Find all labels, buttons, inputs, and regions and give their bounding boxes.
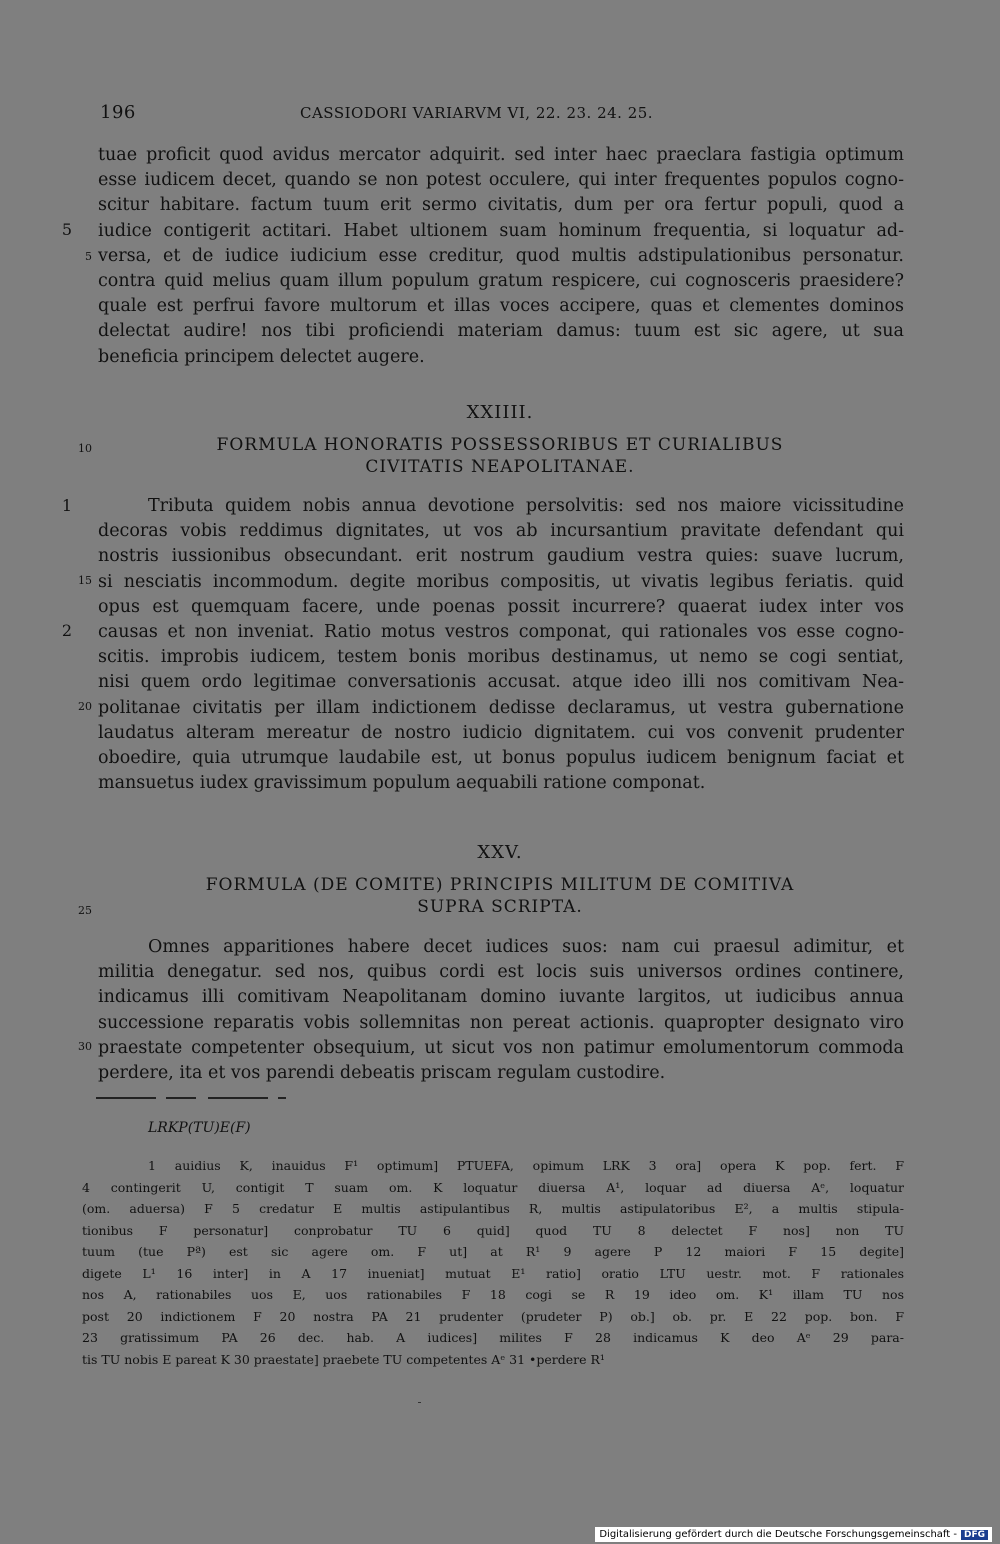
line-number: 15 bbox=[78, 574, 92, 587]
text-line: esse iudicem decet, quando se non potest occulere, qui inter frequentes populos cogno- bbox=[98, 170, 904, 191]
critical-apparatus bbox=[82, 1155, 904, 1370]
section-title: CIVITATIS NEAPOLITANAE. bbox=[365, 457, 635, 477]
text-line: causas et non inveniat. Ratio motus vestros componat, qui rationales vos esse cogno- bbox=[98, 621, 904, 642]
apparatus-line: (om. aduersa) F 5 credatur E multis astipulantibus R, multis astipulatoribus E², a multis stipula- bbox=[82, 1201, 904, 1216]
text-line: decoras vobis reddimus dignitates, ut vos ab incursantium pravitate defendant qui bbox=[98, 521, 904, 542]
dfg-logo: DFG bbox=[961, 1530, 988, 1540]
text-line: successione reparatis vobis sollemnitas non pereat actionis. quapropter designato viro bbox=[98, 1012, 904, 1033]
text-line: praestate competenter obsequium, ut sicut vos non patimur emolumentorum commoda bbox=[98, 1037, 904, 1058]
text-line: militia denegatur. sed nos, quibus cordi est locis suis universos ordines continere, bbox=[98, 962, 904, 983]
section-24-text bbox=[98, 494, 904, 796]
text-line: oboedire, quia utrumque laudabile est, ut bonus populus iudicem benignum faciat et bbox=[98, 747, 904, 768]
text-line: versa, et de iudice iudicium esse creditur, quod multis adstipulationibus personatur. bbox=[98, 245, 904, 266]
text-line: Tributa quidem nobis annua devotione persolvitis: sed nos maiore vicissitudine bbox=[148, 496, 904, 516]
paragraph-number: 2 bbox=[61, 621, 72, 640]
text-line: politanae civitatis per illam indictionem dedisse declaramus, ut vestra gubernatione bbox=[98, 697, 904, 718]
paragraph-number: 1 bbox=[61, 496, 72, 515]
footnote-separator bbox=[96, 1097, 286, 1099]
line-number: 25 bbox=[78, 904, 92, 917]
text-line: quale est perfrui favore multorum et illas voces accipere, quas et clementes dominos bbox=[98, 296, 904, 317]
section-number: XXIIII. bbox=[466, 402, 534, 423]
margin-number: 5 bbox=[61, 220, 72, 239]
apparatus-line: nos A, rationabiles uos E, uos rationabiles F 18 cogi se R 19 ideo om. K¹ illam TU nos bbox=[82, 1287, 904, 1302]
running-title: CASSIODORI VARIARVM VI, 22. 23. 24. 25. bbox=[300, 104, 654, 122]
apparatus-line: 23 gratissimum PA 26 dec. hab. A iudices] milites F 28 indicamus K deo Aᵉ 29 para- bbox=[82, 1330, 904, 1345]
apparatus-line: tionibus F personatur] conprobatur TU 6 quid] quod TU 8 delectet F nos] non TU bbox=[82, 1222, 904, 1238]
page-number: 196 bbox=[100, 102, 136, 123]
section-24-heading bbox=[0, 400, 1000, 478]
apparatus-line: tuum (tue Pª) est sic agere om. F ut] at R¹ 9 agere P 12 maiori F 15 degite] bbox=[82, 1244, 904, 1259]
text-line: delectat audire! nos tibi proficiendi materiam damus: tuum est sic agere, ut sua bbox=[98, 321, 904, 342]
text-line: tuae proficit quod avidus mercator adquirit. sed inter haec praeclara fastigia optimum bbox=[98, 145, 904, 165]
line-number: 30 bbox=[78, 1040, 92, 1053]
text-line: opus est quemquam facere, unde poenas possit incurrere? quaerat iudex inter vos bbox=[98, 596, 904, 617]
text-line: laudatus alteram mereatur de nostro iudicio dignitatem. cui vos convenit prudenter bbox=[98, 722, 904, 743]
section-title: SUPRA SCRIPTA. bbox=[417, 897, 583, 917]
text-line: si nesciatis incommodum. degite moribus compositis, ut vivatis legibus feriatis. quid bbox=[98, 571, 904, 592]
text-line: scitis. improbis iudicem, testem bonis moribus destinamus, ut nemo se cogi sentiat, bbox=[98, 647, 904, 668]
credit-text: Digitalisierung gefördert durch die Deutsche Forschungsgemeinschaft - bbox=[599, 1529, 957, 1540]
text-line: mansuetus iudex gravissimum populum aequabili ratione componat. bbox=[98, 773, 706, 794]
text-line: nostris iussionibus obsecundant. erit nostrum gaudium vestra quies: suave lucrum, bbox=[98, 546, 904, 567]
apparatus-line: tis TU nobis E pareat K 30 praestate] praebete TU competentes Aᵉ 31 •perdere R¹ bbox=[82, 1351, 605, 1367]
text-line: iudice contigerit actitari. Habet ultionem suam hominum frequentia, si loquatur ad- bbox=[98, 220, 904, 241]
text-line: beneficia principem delectet augere. bbox=[98, 346, 425, 367]
page-header bbox=[0, 100, 1000, 124]
text-line: scitur habitare. factum tuum erit sermo civitatis, dum per ora fertur populi, quod a bbox=[98, 195, 904, 216]
section-22-text bbox=[98, 143, 904, 370]
text-line: contra quid melius quam illum populum gratum respicere, cui cognosceris praesidere? bbox=[98, 270, 904, 291]
text-line: nisi quem ordo legitimae conversationis accusat. atque ideo illi nos comitivam Nea- bbox=[98, 672, 904, 693]
manuscript-sigla: LRKP(TU)E(F) bbox=[148, 1120, 251, 1136]
apparatus-line: digete L¹ 16 inter] in A 17 inueniat] mutuat E¹ ratio] oratio LTU uestr. mot. F rationales bbox=[82, 1265, 904, 1281]
apparatus-line: post 20 indictionem F 20 nostra PA 21 prudenter (prudeter P) ob.] ob. pr. E 22 pop. bon. F bbox=[82, 1308, 904, 1324]
line-number: 20 bbox=[78, 700, 92, 713]
section-25-heading bbox=[0, 840, 1000, 918]
line-number: 10 bbox=[78, 442, 92, 455]
page-mark bbox=[418, 1402, 421, 1403]
section-title: FORMULA HONORATIS POSSESSORIBUS ET CURIALIBUS bbox=[216, 435, 784, 455]
text-line: perdere, ita et vos parendi debeatis priscam regulam custodire. bbox=[98, 1062, 666, 1083]
section-25-text bbox=[98, 935, 904, 1086]
section-title: FORMULA (DE COMITE) PRINCIPIS MILITUM DE COMITIVA bbox=[205, 875, 795, 895]
line-number: 5 bbox=[85, 250, 92, 263]
text-line: Omnes apparitiones habere decet iudices suos: nam cui praesul adimitur, et bbox=[148, 937, 904, 957]
section-number: XXV. bbox=[477, 842, 523, 863]
digitization-credit bbox=[595, 1527, 992, 1542]
text-line: indicamus illi comitivam Neapolitanam domino iuvante largitos, ut iudicibus annua bbox=[98, 987, 904, 1008]
apparatus-line: 1 auidius K, inauidus F¹ optimum] PTUEFA, opimum LRK 3 ora] opera K pop. fert. F bbox=[148, 1158, 904, 1173]
apparatus-line: 4 contingerit U, contigit T suam om. K loquatur diuersa A¹, loquar ad diuersa Aᵉ, loquatur bbox=[82, 1179, 904, 1195]
